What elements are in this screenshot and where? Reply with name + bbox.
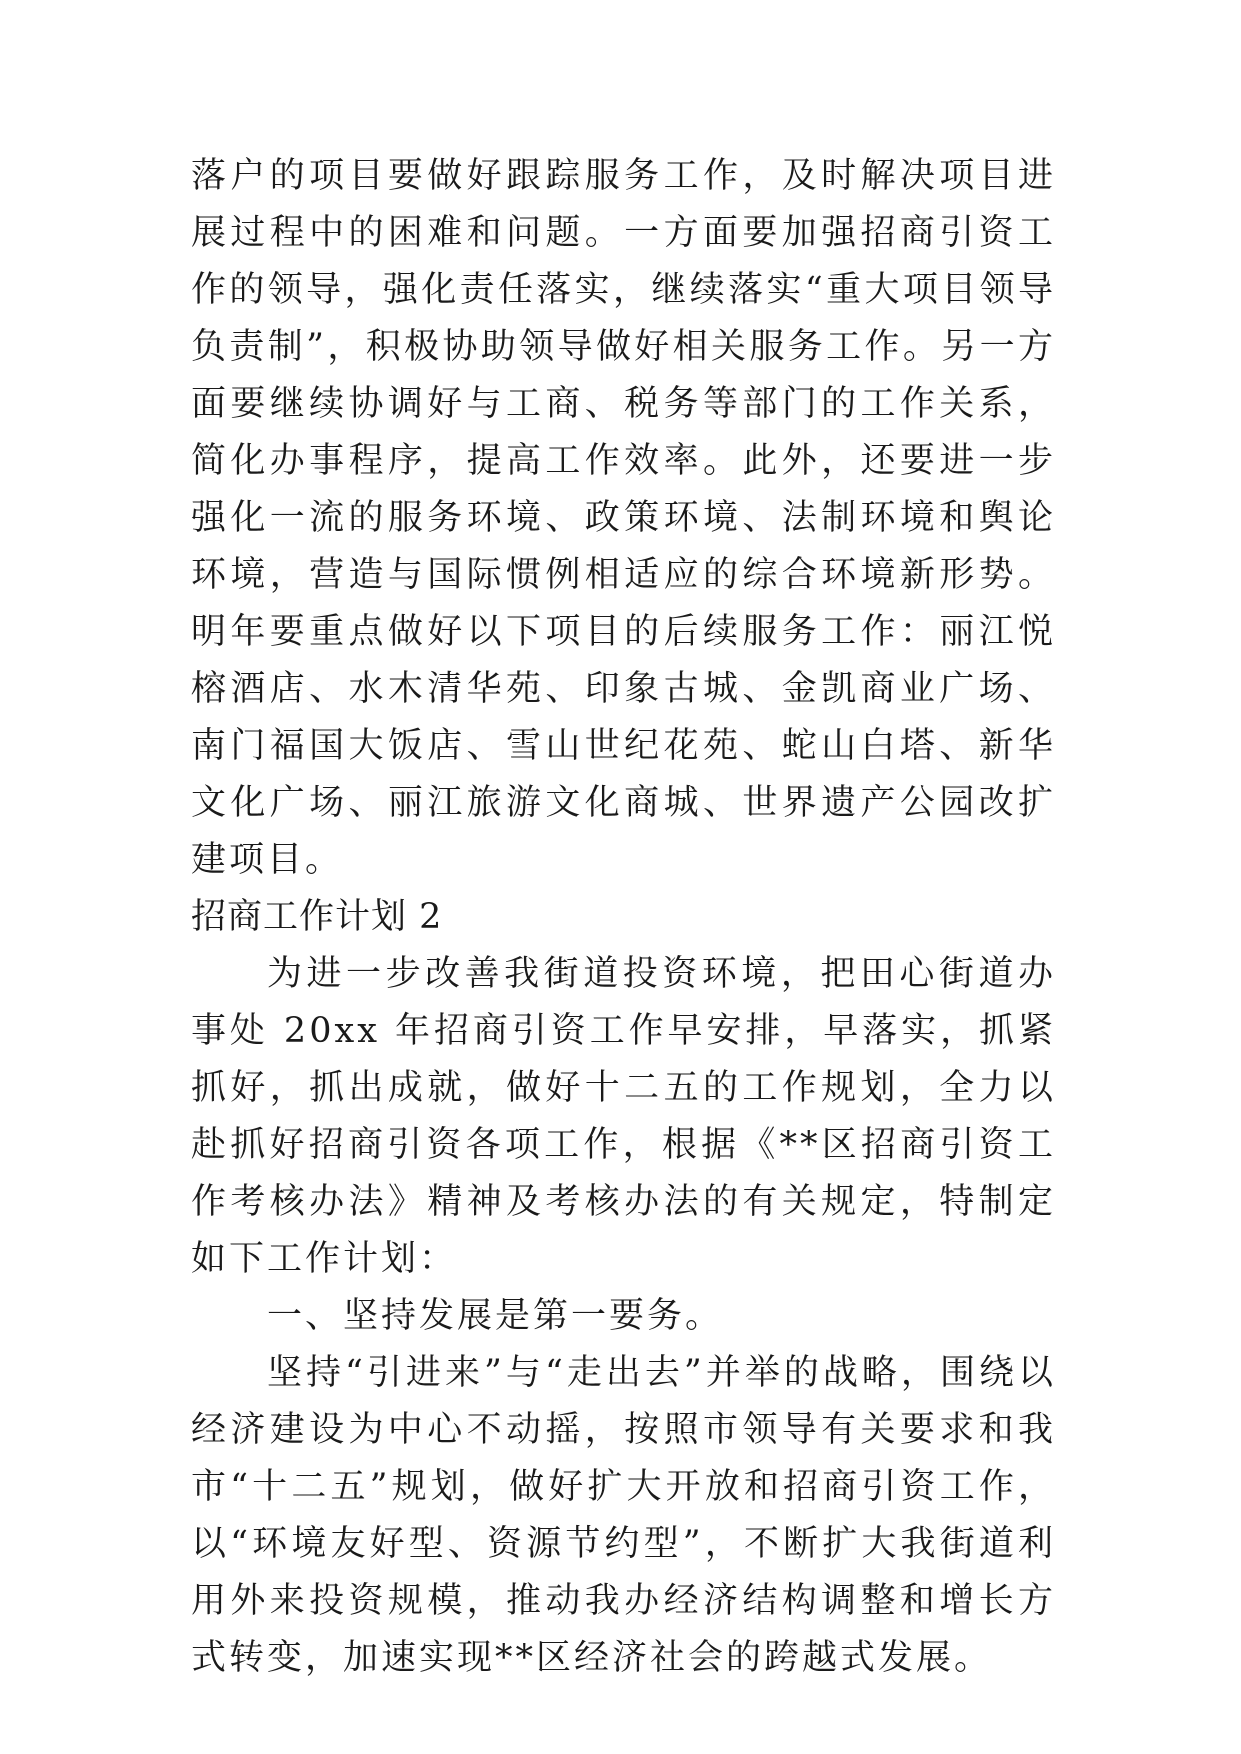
paragraph-intro: 为进一步改善我街道投资环境，把田心街道办事处 20xx 年招商引资工作早安排，早落实，抓紧抓好，抓出成就，做好十二五的工作规划，全力以赴抓好招商引资各项工作，根据《**区招商引资工作考核办法》精神及考核办法的有关规定，特制定如下工作计划： <box>191 954 1056 1279</box>
document-body <box>191 148 1056 1687</box>
paragraph-point-one: 一、坚持发展是第一要务。 <box>267 1296 724 1336</box>
section-heading: 招商工作计划 2 <box>191 897 443 937</box>
paragraph-strategy: 坚持“引进来”与“走出去”并举的战略，围绕以经济建设为中心不动摇，按照市领导有关要求和我市“十二五”规划，做好扩大开放和招商引资工作，以“环境友好型、资源节约型”，不断扩大我街道利用外来投资规模，推动我办经济结构调整和增长方式转变，加速实现**区经济社会的跨越式发展。 <box>191 1353 1056 1678</box>
paragraph-project-follow-up: 落户的项目要做好跟踪服务工作，及时解决项目进展过程中的困难和问题。一方面要加强招商引资工作的领导，强化责任落实，继续落实“重大项目领导负责制”，积极协助领导做好相关服务工作。另一方面要继续协调好与工商、税务等部门的工作关系，简化办事程序，提高工作效率。此外，还要进一步强化一流的服务环境、政策环境、法制环境和舆论环境，营造与国际惯例相适应的综合环境新形势。明年要重点做好以下项目的后续服务工作：丽江悦榕酒店、水木清华苑、印象古城、金凯商业广场、南门福国大饭店、雪山世纪花苑、蛇山白塔、新华文化广场、丽江旅游文化商城、世界遗产公园改扩建项目。 <box>191 156 1056 880</box>
